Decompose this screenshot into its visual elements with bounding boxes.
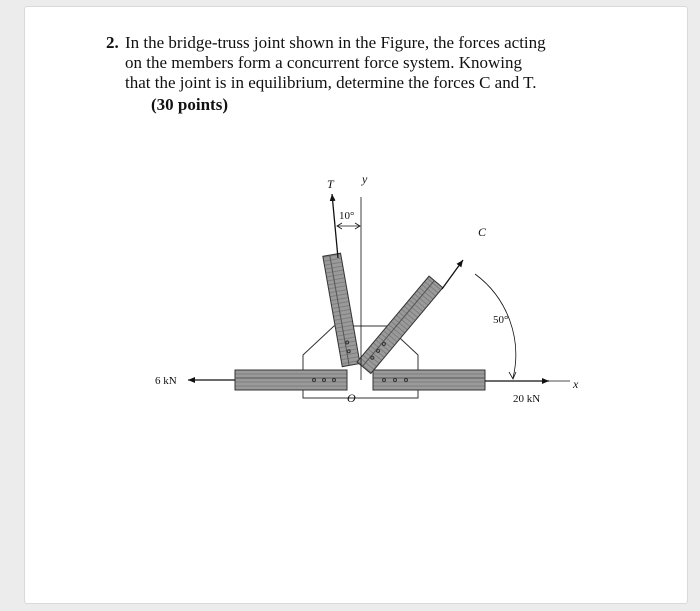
problem-line-3: that the joint is in equilibrium, determine the forces C and T.: [125, 73, 537, 92]
right-horizontal-member: [373, 370, 485, 390]
label-angle-50: 50°: [493, 314, 509, 326]
label-C: C: [478, 225, 487, 239]
problem-line-2: on the members form a concurrent force system. Knowing: [125, 53, 523, 72]
label-20kN: 20 kN: [513, 393, 541, 405]
problem-points: (30 points): [151, 95, 228, 114]
left-horizontal-member: [235, 370, 347, 390]
force-C-arrow: [442, 260, 463, 289]
label-6kN: 6 kN: [155, 375, 177, 387]
label-x: x: [573, 377, 579, 391]
label-O: O: [347, 391, 356, 405]
angle-arc-C: [475, 274, 516, 378]
label-y: y: [362, 172, 368, 186]
label-angle-10: 10°: [339, 210, 355, 222]
label-T: T: [327, 177, 334, 191]
problem-number: 2.: [106, 33, 119, 52]
problem-line-1: In the bridge-truss joint shown in the Figure, the forces acting: [125, 33, 546, 52]
